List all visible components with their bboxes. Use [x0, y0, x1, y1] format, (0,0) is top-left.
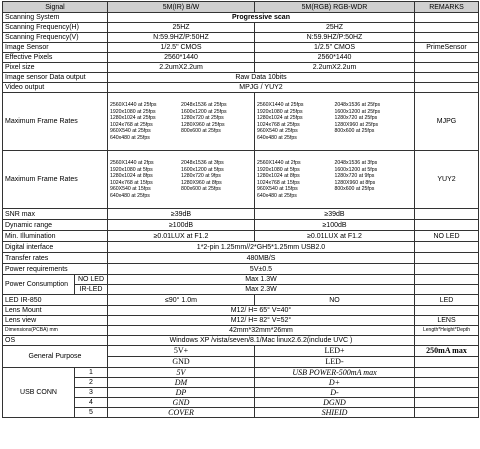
frame-rate-entry: 640x480 at 25fps — [110, 192, 150, 199]
frame-rate-entry: 1280X960 at 8fps — [334, 179, 376, 186]
row-label: Effective Pixels — [3, 53, 108, 63]
pin-signal: SHIEID — [255, 408, 415, 418]
row-value: Progressive scan — [108, 13, 415, 23]
row-label: Scanning Frequency(V) — [3, 33, 108, 43]
remark: PrimeSensor — [415, 43, 479, 53]
table-row — [3, 306, 479, 316]
row-label: Pixel size — [3, 63, 108, 73]
frame-rate-entry: 800x600 at 25fps — [181, 128, 221, 134]
rgb-value: ≥0.01LUX at F1.2 — [255, 231, 415, 242]
row-label: Scanning Frequency(H) — [3, 23, 108, 33]
frame-rate-entry: 640x480 at 25fps — [257, 192, 297, 199]
table-row — [3, 53, 479, 63]
sub-label: NO LED — [75, 275, 108, 285]
frame-rate-entry: 2048x1536 at 25fps — [334, 102, 381, 108]
pin-signal: GND — [108, 398, 255, 408]
row-label: Power Consumption — [3, 275, 75, 295]
rgb-value: 2.2umX2.2um — [255, 63, 415, 73]
frame-rate-line — [257, 135, 412, 142]
row-value: 5V±0.5 — [108, 264, 415, 275]
rgb-value: NO — [255, 295, 415, 306]
frame-rate-entry: 1280x1024 at 8fps — [257, 173, 300, 179]
frame-rate-entry: 800x600 at 25fps — [181, 186, 221, 192]
row-label: General Purpose — [3, 346, 108, 368]
frame-rate-line — [110, 193, 252, 200]
frame-rate-entry: 1024x768 at 25fps — [110, 121, 153, 128]
frame-rate-list — [108, 93, 255, 151]
rgb-value: ≥100dB — [255, 220, 415, 231]
row-value: MPJG / YUY2 — [108, 83, 415, 93]
row-label: Image Sensor — [3, 43, 108, 53]
pin-signal: DP — [108, 388, 255, 398]
frame-rate-entry: 2560X1440 at 25fps — [257, 102, 304, 108]
frame-rate-entry: 1920x1080 at 25fps — [257, 108, 303, 115]
row-value: 480MB/S — [108, 253, 415, 264]
pin-signal: DM — [108, 378, 255, 388]
pin-number: 1 — [75, 368, 108, 378]
ir-value: ≥39dB — [108, 209, 255, 220]
table-row — [3, 253, 479, 264]
row-label: Dimensions(PCBA) mm — [3, 326, 108, 336]
frame-rate-entry: 960X540 at 25fps — [257, 128, 298, 134]
table-row — [3, 398, 479, 408]
header-ir: 5M(IR) B/W — [108, 2, 255, 13]
row-label: Transfer rates — [3, 253, 108, 264]
gp-pin: LED- — [255, 357, 415, 368]
ir-value: ≥0.01LUX at F1.2 — [108, 231, 255, 242]
frame-rate-entry — [335, 135, 413, 142]
table-row — [3, 388, 479, 398]
rgb-value: 1/2.5" CMOS — [255, 43, 415, 53]
row-label: Lens Mount — [3, 306, 108, 316]
table-row — [3, 275, 479, 285]
pin-number: 3 — [75, 388, 108, 398]
frame-rate-entry: 1920x1080 at 5fps — [110, 166, 153, 173]
frame-rate-entry — [181, 135, 252, 142]
row-label: Power requirements — [3, 264, 108, 275]
frame-rate-entry: 1600x1200 at 5fps — [181, 166, 224, 173]
frame-rate-entry: 1600x1200 at 25fps — [334, 108, 381, 115]
pin-signal: D- — [255, 388, 415, 398]
frame-rate-entry — [335, 193, 413, 200]
table-row — [3, 93, 479, 151]
frame-rate-entry: 1024x768 at 15fps — [110, 179, 153, 186]
row-label: Maximum Frame Rates — [3, 151, 108, 209]
row-value: 1*2-pin 1.25mm//2*GH5*1.25mm USB2.0 — [108, 242, 415, 253]
row-label: SNR max — [3, 209, 108, 220]
row-label: Video output — [3, 83, 108, 93]
frame-rate-entry: 1920x1080 at 5fps — [257, 166, 300, 173]
table-row — [3, 336, 479, 346]
header-remarks: REMARKS — [415, 2, 479, 13]
frame-rate-list — [255, 93, 415, 151]
table-row — [3, 43, 479, 53]
table-row — [3, 63, 479, 73]
pin-signal: COVER — [108, 408, 255, 418]
frame-rate-entry: 1280x720 at 9fps — [334, 173, 375, 179]
ir-value: 1/2.5" CMOS — [108, 43, 255, 53]
frame-rate-line — [110, 135, 252, 142]
pin-signal: DGND — [255, 398, 415, 408]
frame-rate-line — [257, 193, 412, 200]
frame-rate-entry: 1280X960 at 25fps — [334, 121, 379, 128]
table-row — [3, 326, 479, 336]
pin-signal: D+ — [255, 378, 415, 388]
table-row — [3, 408, 479, 418]
frame-rate-entry: 2560X1440 at 25fps — [110, 102, 157, 108]
sub-label: IR-LED — [75, 285, 108, 295]
table-row — [3, 33, 479, 43]
frame-rate-entry: 1024x768 at 25fps — [257, 121, 300, 128]
row-label: LED IR-850 — [3, 295, 108, 306]
frame-rate-entry: 1280x720 at 25fps — [334, 115, 378, 121]
row-label: OS — [3, 336, 108, 346]
table-row — [3, 264, 479, 275]
table-row — [3, 73, 479, 83]
remark: YUY2 — [415, 151, 479, 209]
frame-rate-entry: 1600x1200 at 25fps — [181, 108, 227, 115]
remark: 250mA max — [415, 346, 479, 357]
gp-pin: 5V+ — [108, 346, 255, 357]
rgb-value: 2560*1440 — [255, 53, 415, 63]
frame-rate-entry: 1280x1024 at 8fps — [110, 173, 153, 179]
table-row — [3, 295, 479, 306]
remark: LED — [415, 295, 479, 306]
remark: Length*Height*Depth — [415, 326, 479, 336]
row-label: Image sensor Data output — [3, 73, 108, 83]
frame-rate-entry: 2048x1536 at 3fps — [334, 160, 378, 166]
row-value: Windows XP /vista/seven/8.1/Mac linux2.6.2(include UVC ) — [108, 336, 415, 346]
frame-rate-entry: 1024x768 at 15fps — [257, 179, 300, 186]
row-label: Scanning System — [3, 13, 108, 23]
ir-value: ≥100dB — [108, 220, 255, 231]
frame-rate-entry: 2048x1536 at 3fps — [181, 160, 224, 166]
pin-number: 2 — [75, 378, 108, 388]
frame-rate-entry: 960X540 at 15fps — [110, 186, 151, 192]
frame-rate-entry: 640x480 at 25fps — [110, 134, 150, 141]
header-rgb: 5M(RGB) RGB-WDR — [255, 2, 415, 13]
frame-rate-entry: 640x480 at 25fps — [257, 134, 297, 141]
row-label: Dynamic range — [3, 220, 108, 231]
frame-rate-entry: 960X540 at 25fps — [110, 128, 151, 134]
frame-rate-entry: 800x600 at 25fps — [334, 128, 375, 134]
frame-rate-entry: 1920x1080 at 25fps — [110, 108, 156, 115]
frame-rate-entry — [181, 193, 252, 200]
table-row — [3, 368, 479, 378]
rgb-value: ≥39dB — [255, 209, 415, 220]
frame-rate-entry: 1280X960 at 25fps — [181, 121, 225, 128]
ir-value: ≤90° 1.0m — [108, 295, 255, 306]
ir-value: 25HZ — [108, 23, 255, 33]
table-row — [3, 316, 479, 326]
ir-value: 2.2umX2.2um — [108, 63, 255, 73]
table-row — [3, 242, 479, 253]
pin-signal: USB POWER-500mA max — [255, 368, 415, 378]
header-row — [3, 2, 479, 13]
pin-signal: 5V — [108, 368, 255, 378]
frame-rate-entry: 1280x720 at 25fps — [181, 115, 224, 121]
frame-rate-entry: 2048x1536 at 25fps — [181, 102, 227, 108]
table-row — [3, 231, 479, 242]
rgb-value: 25HZ — [255, 23, 415, 33]
table-row — [3, 83, 479, 93]
frame-rate-entry: 1600x1200 at 5fps — [334, 166, 378, 173]
frame-rate-list — [255, 151, 415, 209]
pin-number: 4 — [75, 398, 108, 408]
row-value: 42mm*32mm*26mm — [108, 326, 415, 336]
spec-table — [2, 1, 479, 418]
pin-number: 5 — [75, 408, 108, 418]
rgb-value: N:59.9HZ/P:50HZ — [255, 33, 415, 43]
frame-rate-entry: 960X540 at 15fps — [257, 186, 298, 192]
header-signal: Signal — [3, 2, 108, 13]
table-row — [3, 220, 479, 231]
ir-value: 2560*1440 — [108, 53, 255, 63]
table-row — [3, 285, 479, 295]
table-row — [3, 23, 479, 33]
row-value: Raw Data 10bits — [108, 73, 415, 83]
frame-rate-entry: 1280x1024 at 25fps — [110, 115, 156, 121]
frame-rate-entry: 1280x720 at 9fps — [181, 173, 221, 179]
row-value: M12/ H= 82° V=52° — [108, 316, 415, 326]
remark: LENS — [415, 316, 479, 326]
row-label: Lens view — [3, 316, 108, 326]
row-value: Max 2.3W — [108, 285, 415, 295]
ir-value: N:59.9HZ/P:50HZ — [108, 33, 255, 43]
gp-pin: LED+ — [255, 346, 415, 357]
frame-rate-list — [108, 151, 255, 209]
frame-rate-entry: 2560X1440 at 2fps — [110, 160, 154, 166]
frame-rate-entry: 800x600 at 25fps — [334, 186, 375, 192]
remark: MJPG — [415, 93, 479, 151]
frame-rate-entry: 1280x1024 at 25fps — [257, 115, 303, 121]
row-value: Max 1.3W — [108, 275, 415, 285]
table-row — [3, 378, 479, 388]
table-row — [3, 13, 479, 23]
table-row — [3, 151, 479, 209]
gp-pin: GND — [108, 357, 255, 368]
table-row — [3, 346, 479, 357]
table-row — [3, 209, 479, 220]
frame-rate-entry: 1280X960 at 8fps — [181, 179, 222, 186]
row-label: Min. Illumination — [3, 231, 108, 242]
row-value: M12/ H= 65° V=40° — [108, 306, 415, 316]
frame-rate-entry: 2560X1440 at 2fps — [257, 160, 301, 166]
row-label: Maximum Frame Rates — [3, 93, 108, 151]
row-label: Digital interface — [3, 242, 108, 253]
row-label: USB CONN — [3, 368, 75, 418]
remark: NO LED — [415, 231, 479, 242]
